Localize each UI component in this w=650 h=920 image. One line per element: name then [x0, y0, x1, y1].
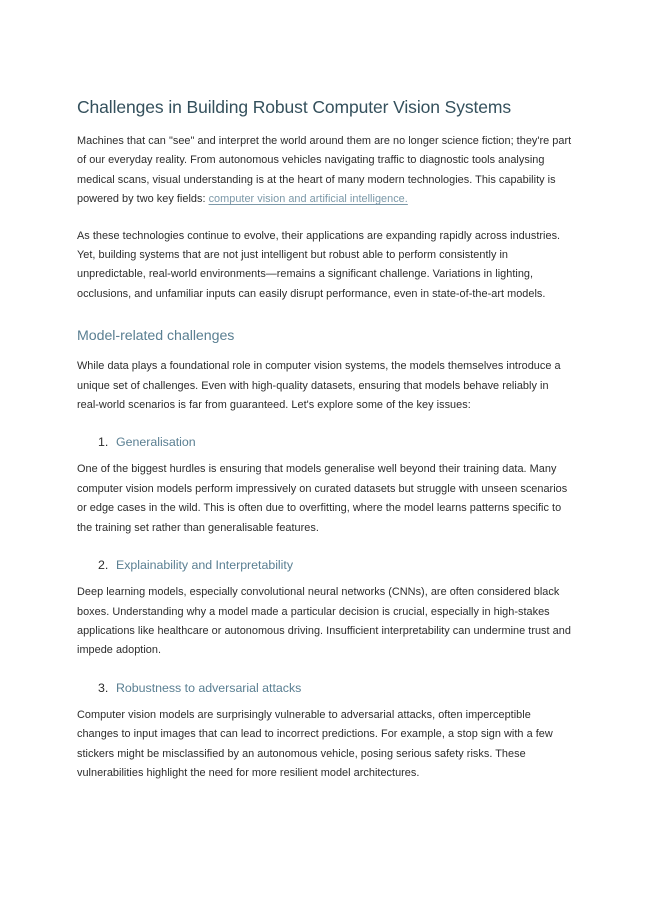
section-intro-paragraph: While data plays a foundational role in computer vision systems, the models themselves introduce a unique set of challenges. Even with high-quality datasets, ensuring that models behave reliably in real-world scenarios is far from guaranteed. Let's explore some of the key issues:: [77, 360, 561, 412]
section-heading-model-related-challenges: Model-related challenges: [77, 328, 235, 345]
challenge-body-2: Deep learning models, especially convolutional neural networks (CNNs), are often considered black boxes. Understanding why a model made a particular decision is crucial, especially in high-stakes applications like healthcare or autonomous driving. Insufficient interpretability can undermine trust and impede adoption.: [77, 586, 571, 657]
intro-paragraph-1: [77, 132, 572, 210]
list-item: [77, 556, 572, 661]
document-content: [77, 96, 572, 783]
challenge-heading-1: [77, 433, 572, 451]
challenge-number-1: 1.: [98, 435, 109, 450]
intro-paragraph-2: As these technologies continue to evolve, their applications are expanding rapidly across industries. Yet, building systems that are not just intelligent but robust able to perform consistently in unpredictable, real-world environments—remains a significant challenge. Variations in lighting, occlusions, and unfamiliar inputs can easily disrupt performance, even in state-of-the-art models.: [77, 229, 561, 300]
page-title: Challenges in Building Robust Computer Vision Systems: [77, 97, 512, 117]
challenge-heading-2: [77, 556, 572, 574]
challenge-number-2: 2.: [98, 558, 109, 573]
intro-paragraph-1-text: Machines that can "see" and interpret the world around them are no longer science fiction; they're part of our everyday reality. From autonomous vehicles navigating traffic to diagnostic tools analysing medical scans, visual understanding is at the heart of many modern technologies. This capability is powered by two key fields:: [77, 135, 572, 206]
computer-vision-ai-link[interactable]: computer vision and artificial intelligence.: [208, 193, 408, 206]
challenge-title-1: Generalisation: [116, 435, 196, 450]
challenge-title-2: Explainability and Interpretability: [116, 558, 293, 573]
challenge-body-1: One of the biggest hurdles is ensuring that models generalise well beyond their training data. Many computer vision models perform impressively on curated datasets but struggle with unseen scenarios or edge cases in the wild. This is often due to overfitting, where the model learns patterns specific to the training set rather than generalisable features.: [77, 463, 568, 534]
challenge-heading-3: [77, 679, 572, 697]
challenge-number-3: 3.: [98, 680, 109, 695]
list-item: [77, 433, 572, 538]
challenge-body-3: Computer vision models are surprisingly vulnerable to adversarial attacks, often imperceptible changes to input images that can lead to incorrect predictions. For example, a stop sign with a few stickers might be misclassified by an autonomous vehicle, posing serious safety risks. These vulnerabilities highlight the need for more resilient model architectures.: [77, 708, 553, 779]
challenges-list: [77, 433, 572, 783]
challenge-title-3: Robustness to adversarial attacks: [116, 680, 302, 695]
list-item: [77, 679, 572, 784]
